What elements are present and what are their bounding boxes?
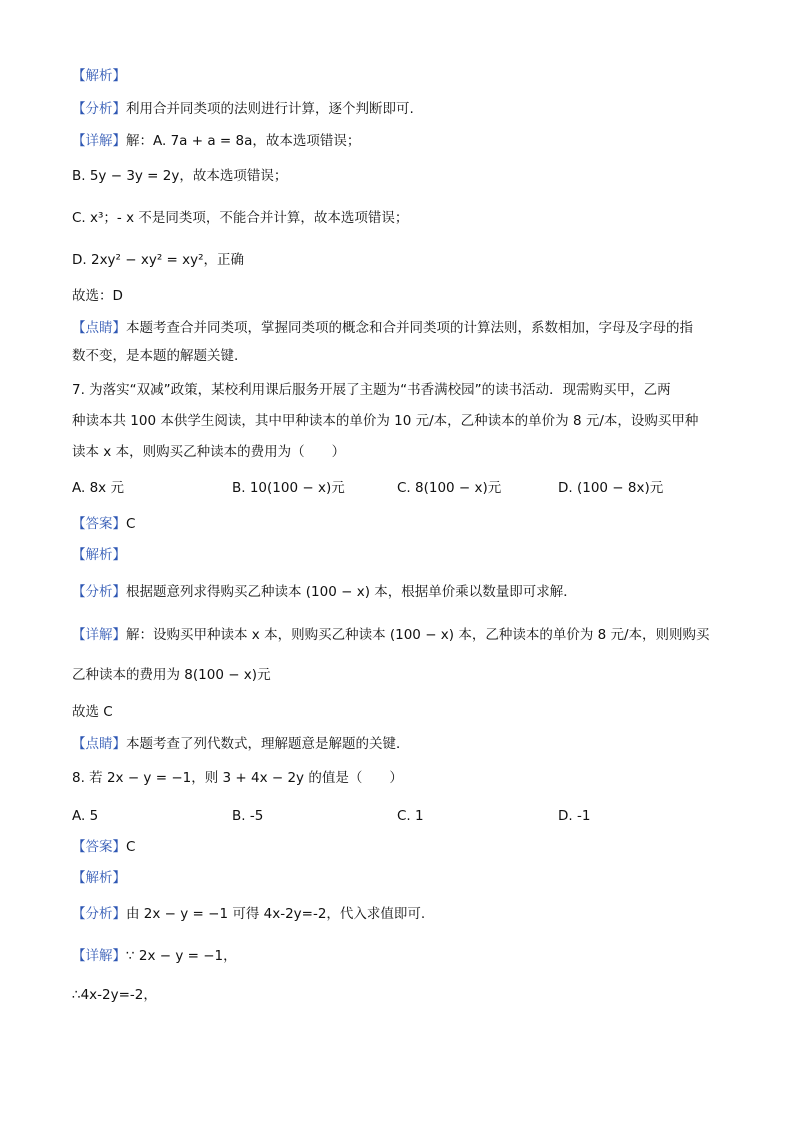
label-tag: 【解析】 — [72, 547, 126, 563]
section-jiexi-3 — [72, 868, 720, 888]
analysis-2 — [72, 582, 720, 602]
question-7-line-3: 读本 x 本，则购买乙种读本的费用为（ ） — [72, 444, 346, 460]
option-c: C. 8(100 − x)元 — [397, 480, 502, 496]
analysis-text: 根据题意列求得购买乙种读本 (100 − x) 本，根据单价乘以数量即可求解． — [126, 584, 577, 600]
detail-text: 解：设购买甲种读本 x 本，则购买乙种读本 (100 − x) 本，乙种读本的单价为 8 元/本，则则购买 — [126, 627, 710, 643]
section-jiexi-2 — [72, 545, 720, 565]
option-c: C. 1 — [397, 808, 424, 824]
answer-8 — [72, 837, 720, 857]
analysis-text: 由 2x − y = −1 可得 4x-2y=-2，代入求值即可. — [126, 906, 426, 922]
detail-option-c: C. x³；- x 不是同类项，不能合并计算，故本选项错误； — [72, 210, 409, 226]
detail-text: 解：A. 7a + a = 8a，故本选项错误； — [126, 133, 361, 149]
detail-1 — [72, 131, 720, 151]
comment-text: 本题考查合并同类项，掌握同类项的概念和合并同类项的计算法则，系数相加，字母及字母的指 — [126, 320, 693, 336]
label-tag: 【点睛】 — [72, 736, 126, 752]
detail-3-cont: ∴4x-2y=-2， — [72, 987, 157, 1003]
analysis-text: 利用合并同类项的法则进行计算，逐个判断即可. — [126, 101, 414, 117]
option-b: B. 10(100 − x)元 — [232, 480, 345, 496]
detail-option-b: B. 5y − 3y = 2y，故本选项错误； — [72, 168, 288, 184]
choice-conclusion: 故选：D — [72, 288, 123, 304]
answer-text: C — [126, 516, 136, 532]
detail-text: ∵ 2x − y = −1， — [126, 948, 237, 964]
label-tag: 【分析】 — [72, 101, 126, 117]
question-7-line-2: 种读本共 100 本供学生阅读，其中甲种读本的单价为 10 元/本，乙种读本的单价为 8 元/本，设购买甲种 — [72, 413, 699, 429]
comment-2 — [72, 734, 720, 754]
option-a: A. 5 — [72, 808, 99, 824]
detail-2-cont: 乙种读本的费用为 8(100 − x)元 — [72, 667, 271, 683]
comment-1 — [72, 318, 720, 338]
label-tag: 【点睛】 — [72, 320, 126, 336]
question-7-line-1: 7. 为落实“双减”政策，某校利用课后服务开展了主题为“书香满校园”的读书活动．现需购买甲，乙两 — [72, 382, 671, 398]
analysis-3 — [72, 904, 720, 924]
label-tag: 【详解】 — [72, 948, 126, 964]
option-d: D. (100 − 8x)元 — [558, 480, 664, 496]
question-8-options — [72, 806, 720, 826]
answer-text: C — [126, 839, 136, 855]
label-tag: 【分析】 — [72, 906, 126, 922]
detail-option-d: D. 2xy² − xy² = xy²，正确 — [72, 252, 245, 268]
label-tag: 【解析】 — [72, 68, 126, 84]
question-8: 8. 若 2x − y = −1，则 3 + 4x − 2y 的值是（ ） — [72, 770, 403, 786]
option-b: B. -5 — [232, 808, 264, 824]
analysis-1 — [72, 99, 720, 119]
label-tag: 【答案】 — [72, 516, 126, 532]
detail-2 — [72, 625, 720, 645]
label-tag: 【解析】 — [72, 870, 126, 886]
answer-7 — [72, 514, 720, 534]
label-tag: 【分析】 — [72, 584, 126, 600]
question-7-options — [72, 478, 720, 498]
label-tag: 【详解】 — [72, 133, 126, 149]
choice-conclusion-2: 故选 C — [72, 704, 113, 720]
comment-1-cont: 数不变，是本题的解题关键. — [72, 348, 239, 364]
option-a: A. 8x 元 — [72, 480, 124, 496]
option-d: D. -1 — [558, 808, 591, 824]
label-tag: 【详解】 — [72, 627, 126, 643]
comment-text: 本题考查了列代数式，理解题意是解题的关键． — [126, 736, 410, 752]
section-jiexi-1 — [72, 66, 720, 86]
detail-3 — [72, 946, 720, 966]
label-tag: 【答案】 — [72, 839, 126, 855]
